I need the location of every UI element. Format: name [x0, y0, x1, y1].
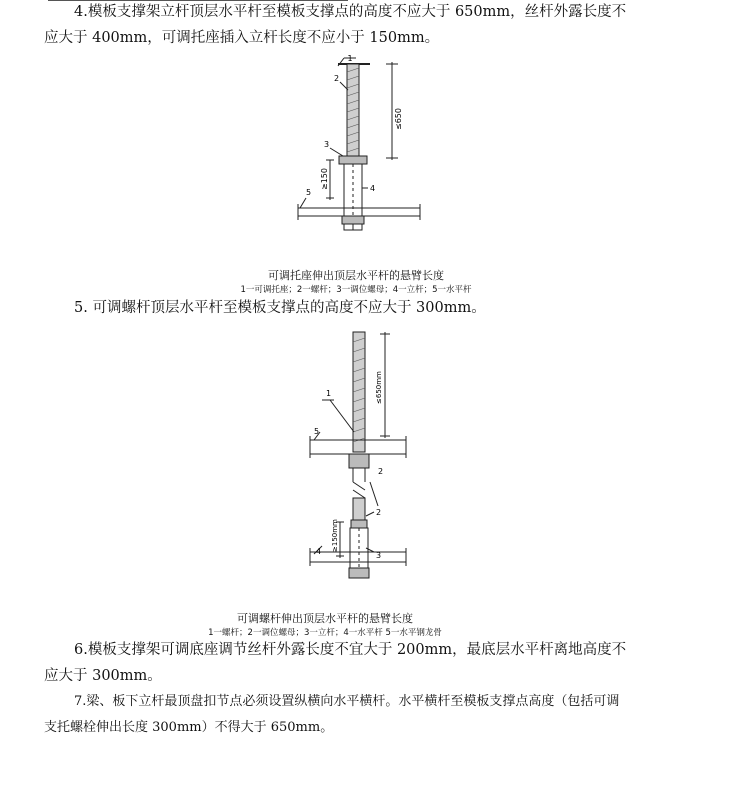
paragraph-7 [44, 689, 684, 741]
paragraph-4-line-1: 4.模板支撑架立杆顶层水平杆至模板支撑点的高度不应大于 650mm，丝杆外露长度不 [74, 4, 627, 20]
figure-1-drawing [0, 52, 752, 282]
fig2-label-3: 3 [376, 551, 382, 560]
figure-2-caption [180, 610, 470, 638]
fig2-label-2b: 2 [376, 508, 382, 517]
fig2-label-1: 1 [326, 389, 332, 398]
figure-1-caption [206, 267, 506, 295]
paragraph-6-line-1: 6.模板支撑架可调底座调节丝杆外露长度不宜大于 200mm，最底层水平杆离地高度不 [74, 642, 627, 658]
fig1-dim-650: ≤650 [394, 108, 403, 130]
fig1-label-4: 4 [370, 184, 376, 193]
fig1-label-3: 3 [324, 140, 330, 149]
paragraph-4 [44, 0, 684, 51]
fig1-dim-150: ≥150 [320, 168, 329, 190]
figure-1-title: 可调托座伸出顶层水平杆的悬臂长度 [268, 269, 444, 282]
paragraph-6-line-2: 应大于 300mm。 [44, 668, 162, 684]
paragraph-6 [44, 637, 684, 689]
fig1-label-1: 1 [347, 54, 353, 63]
fig2-label-4: 4 [316, 547, 322, 556]
fig2-dim-150: ≥150mm [331, 519, 339, 552]
fig2-dim-650: ≤650mm [375, 371, 383, 404]
figure-2-legend: 1一螺杆；2一调位螺母；3一立杆；4一水平杆 5一水平钢龙骨 [208, 628, 442, 638]
fig1-label-2: 2 [334, 74, 340, 83]
fig2-label-2a: 2 [378, 467, 384, 476]
fig1-label-5: 5 [306, 188, 312, 197]
paragraph-4-line-2: 应大于 400mm，可调托座插入立杆长度不应小于 150mm。 [44, 30, 440, 46]
figure-2-drawing [0, 322, 752, 602]
fig2-label-5: 5 [314, 427, 320, 436]
paragraph-5 [44, 295, 684, 321]
paragraph-7-line-2: 支托螺栓伸出长度 300mm）不得大于 650mm。 [44, 720, 334, 735]
paragraph-7-line-1: 7.梁、板下立杆最顶盘扣节点必须设置纵横向水平横杆。水平横杆至模板支撑点高度（包括可调 [74, 694, 620, 709]
figure-1-legend: 1一可调托座；2一螺杆；3一调位螺母；4一立杆；5一水平杆 [240, 285, 472, 295]
figure-2-title: 可调螺杆伸出顶层水平杆的悬臂长度 [237, 612, 413, 625]
paragraph-5-line: 5. 可调螺杆顶层水平杆至模板支撑点的高度不应大于 300mm。 [74, 300, 486, 316]
